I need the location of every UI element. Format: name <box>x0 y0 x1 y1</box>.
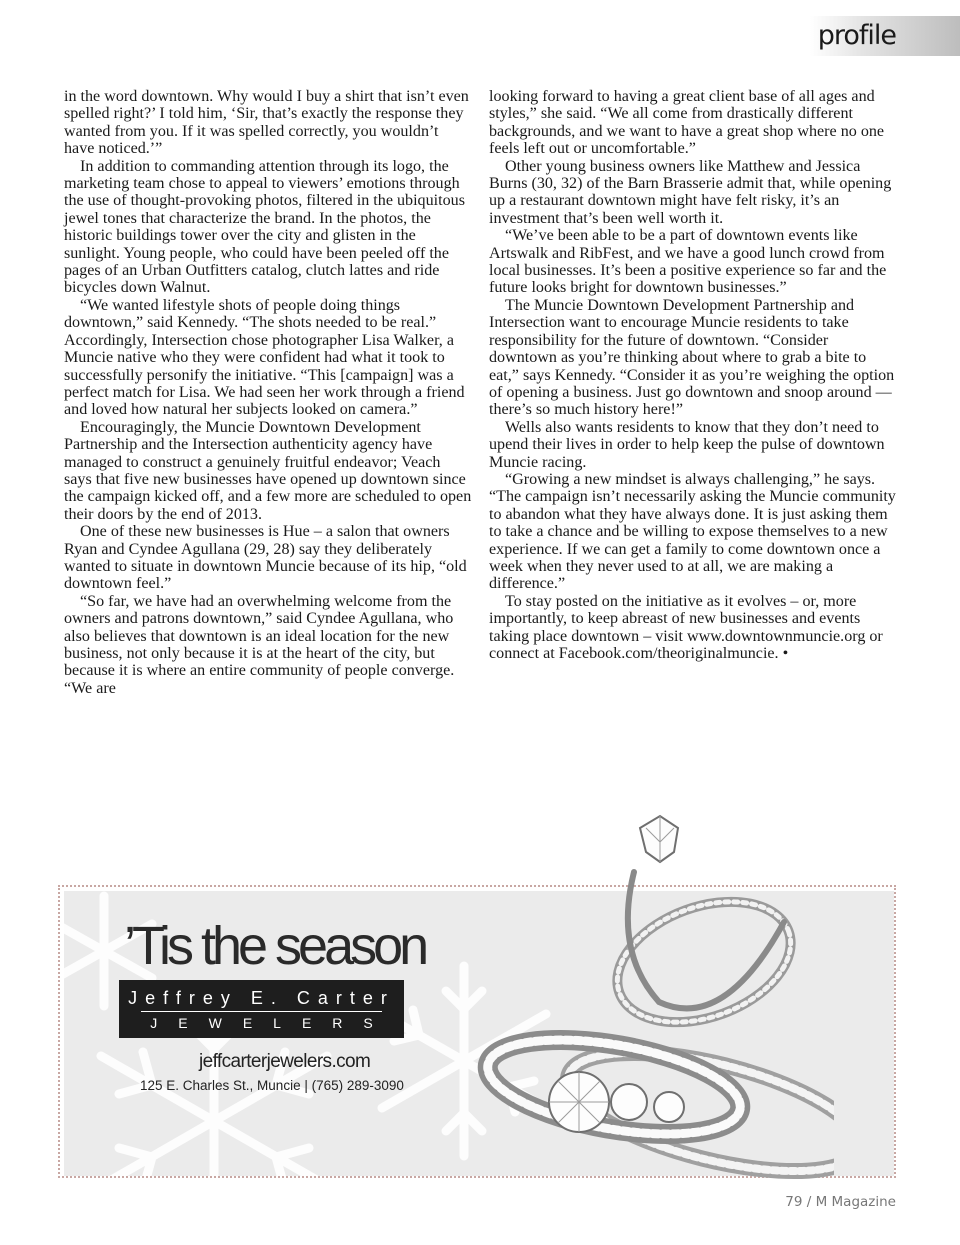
logo-name: Jeffrey E. Carter <box>128 988 395 1008</box>
article-paragraph: Encouragingly, the Muncie Downtown Development Partnership and the Intersection authenticity agency have managed to construct a genuinely fruitful endeavor; Veach says that five new businesses have opened up downtown since the campaign kicked off, and a few more are scheduled to open their doors by the end of 2013. <box>64 418 472 523</box>
section-label: profile <box>817 20 896 51</box>
logo-subtitle: JEWELERS <box>150 1015 394 1031</box>
article-paragraph: One of these new businesses is Hue – a salon that owners Ryan and Cyndee Agullana (29, 28) say they deliberately wanted to situate in downtown Muncie because of its hip, “old downtown feel.” <box>64 523 467 593</box>
article-paragraph: To stay posted on the initiative as it evolves – or, more importantly, to keep abreast of new businesses and events taking place downtown – visit www.downtownmuncie.org or connect at Facebook.com/theoriginalmuncie. • <box>489 592 883 662</box>
article-column-left <box>64 88 472 697</box>
article-paragraph: In addition to commanding attention through its logo, the marketing team chose to appeal to viewers’ emotions through the use of thought-provoking photos, filtered in the ubiquitous jewel tones that characterize the brand. In the photos, the historic buildings tower over the city and glisten in the sunlight. Young people, who could have been peeled off the pages of an Urban Outfitters catalog, clutch lattes and ride bicycles down Walnut. <box>64 157 465 297</box>
article-paragraph: “We’ve been able to be a part of downtown events like Artswalk and RibFest, and we have a good lunch crowd from local businesses. It’s been a positive experience so far and the future looks bright for downtown businesses.” <box>489 227 887 297</box>
article-paragraph: “Growing a new mindset is always challenging,” he says. “The campaign isn’t necessarily asking the Muncie community to abandon what they have always done. It is just asking them to take a chance and be willing to expose themselves to a new experience. If we can get a family to come downtown once a week when they never used to at all, we are making a difference.” <box>489 470 896 593</box>
diamond-rings-icon <box>464 812 834 1182</box>
ad-website: jeffcarterjewelers.com <box>199 1051 371 1072</box>
article-paragraph: looking forward to having a great client base of all ages and styles,” she said. “We all come from drastically different backgrounds, and we want to have a great shop where no one feels left out or uncomfortable.” <box>489 88 885 158</box>
section-tab <box>810 16 960 56</box>
article-paragraph: Wells also wants residents to know that they don’t need to upend their lives in order to help keep the pulse of downtown Muncie racing. <box>489 418 885 471</box>
page-footer: 79 / M Magazine <box>785 1194 896 1210</box>
article-column-right <box>489 88 897 662</box>
article-paragraph: The Muncie Downtown Development Partnership and Intersection want to encourage Muncie residents to take responsibility for the future of downtown. “Consider downtown as you’re thinking about where to grab a bite to eat,” says Kennedy. “Consider it as you’re weighing the option of opening a business. Just go downtown and snoop around — there’s so much history here!” <box>489 296 895 419</box>
ad-tagline: ’Tis the season <box>124 916 426 976</box>
ad-address: 125 E. Charles St., Muncie | (765) 289-3090 <box>140 1078 404 1093</box>
logo-divider <box>141 1011 382 1012</box>
article-paragraph: “So far, we have had an overwhelming welcome from the owners and patrons downtown,” said Cyndee Agullana, who also believes that downtown is an ideal location for the new business, not only because it is at the heart of the city, but because it is where an entire community of people converge. “We are <box>64 592 455 697</box>
article-paragraph: “We wanted lifestyle shots of people doing things downtown,” said Kennedy. “The shots needed to be real.” Accordingly, Intersection chose photographer Lisa Walker, a Muncie native who they were confident had what it took to successfully personify the initiative. “This [campaign] was a perfect match for Lisa. We had seen her work through a friend and loved how natural her subjects looked on camera.” <box>64 296 465 419</box>
jeweler-logo <box>119 980 404 1038</box>
article-paragraph: Other young business owners like Matthew and Jessica Burns (30, 32) of the Barn Brasserie admit that, while opening up a restaurant downtown might have felt risky, it’s an investment that’s been well worth it. <box>489 157 892 227</box>
article-paragraph: in the word downtown. Why would I buy a shirt that isn’t even spelled right?’ I told him, ‘Sir, that’s exactly the response they wanted from you. If it was spelled correctly, you wouldn’t have noticed.’” <box>64 88 469 158</box>
